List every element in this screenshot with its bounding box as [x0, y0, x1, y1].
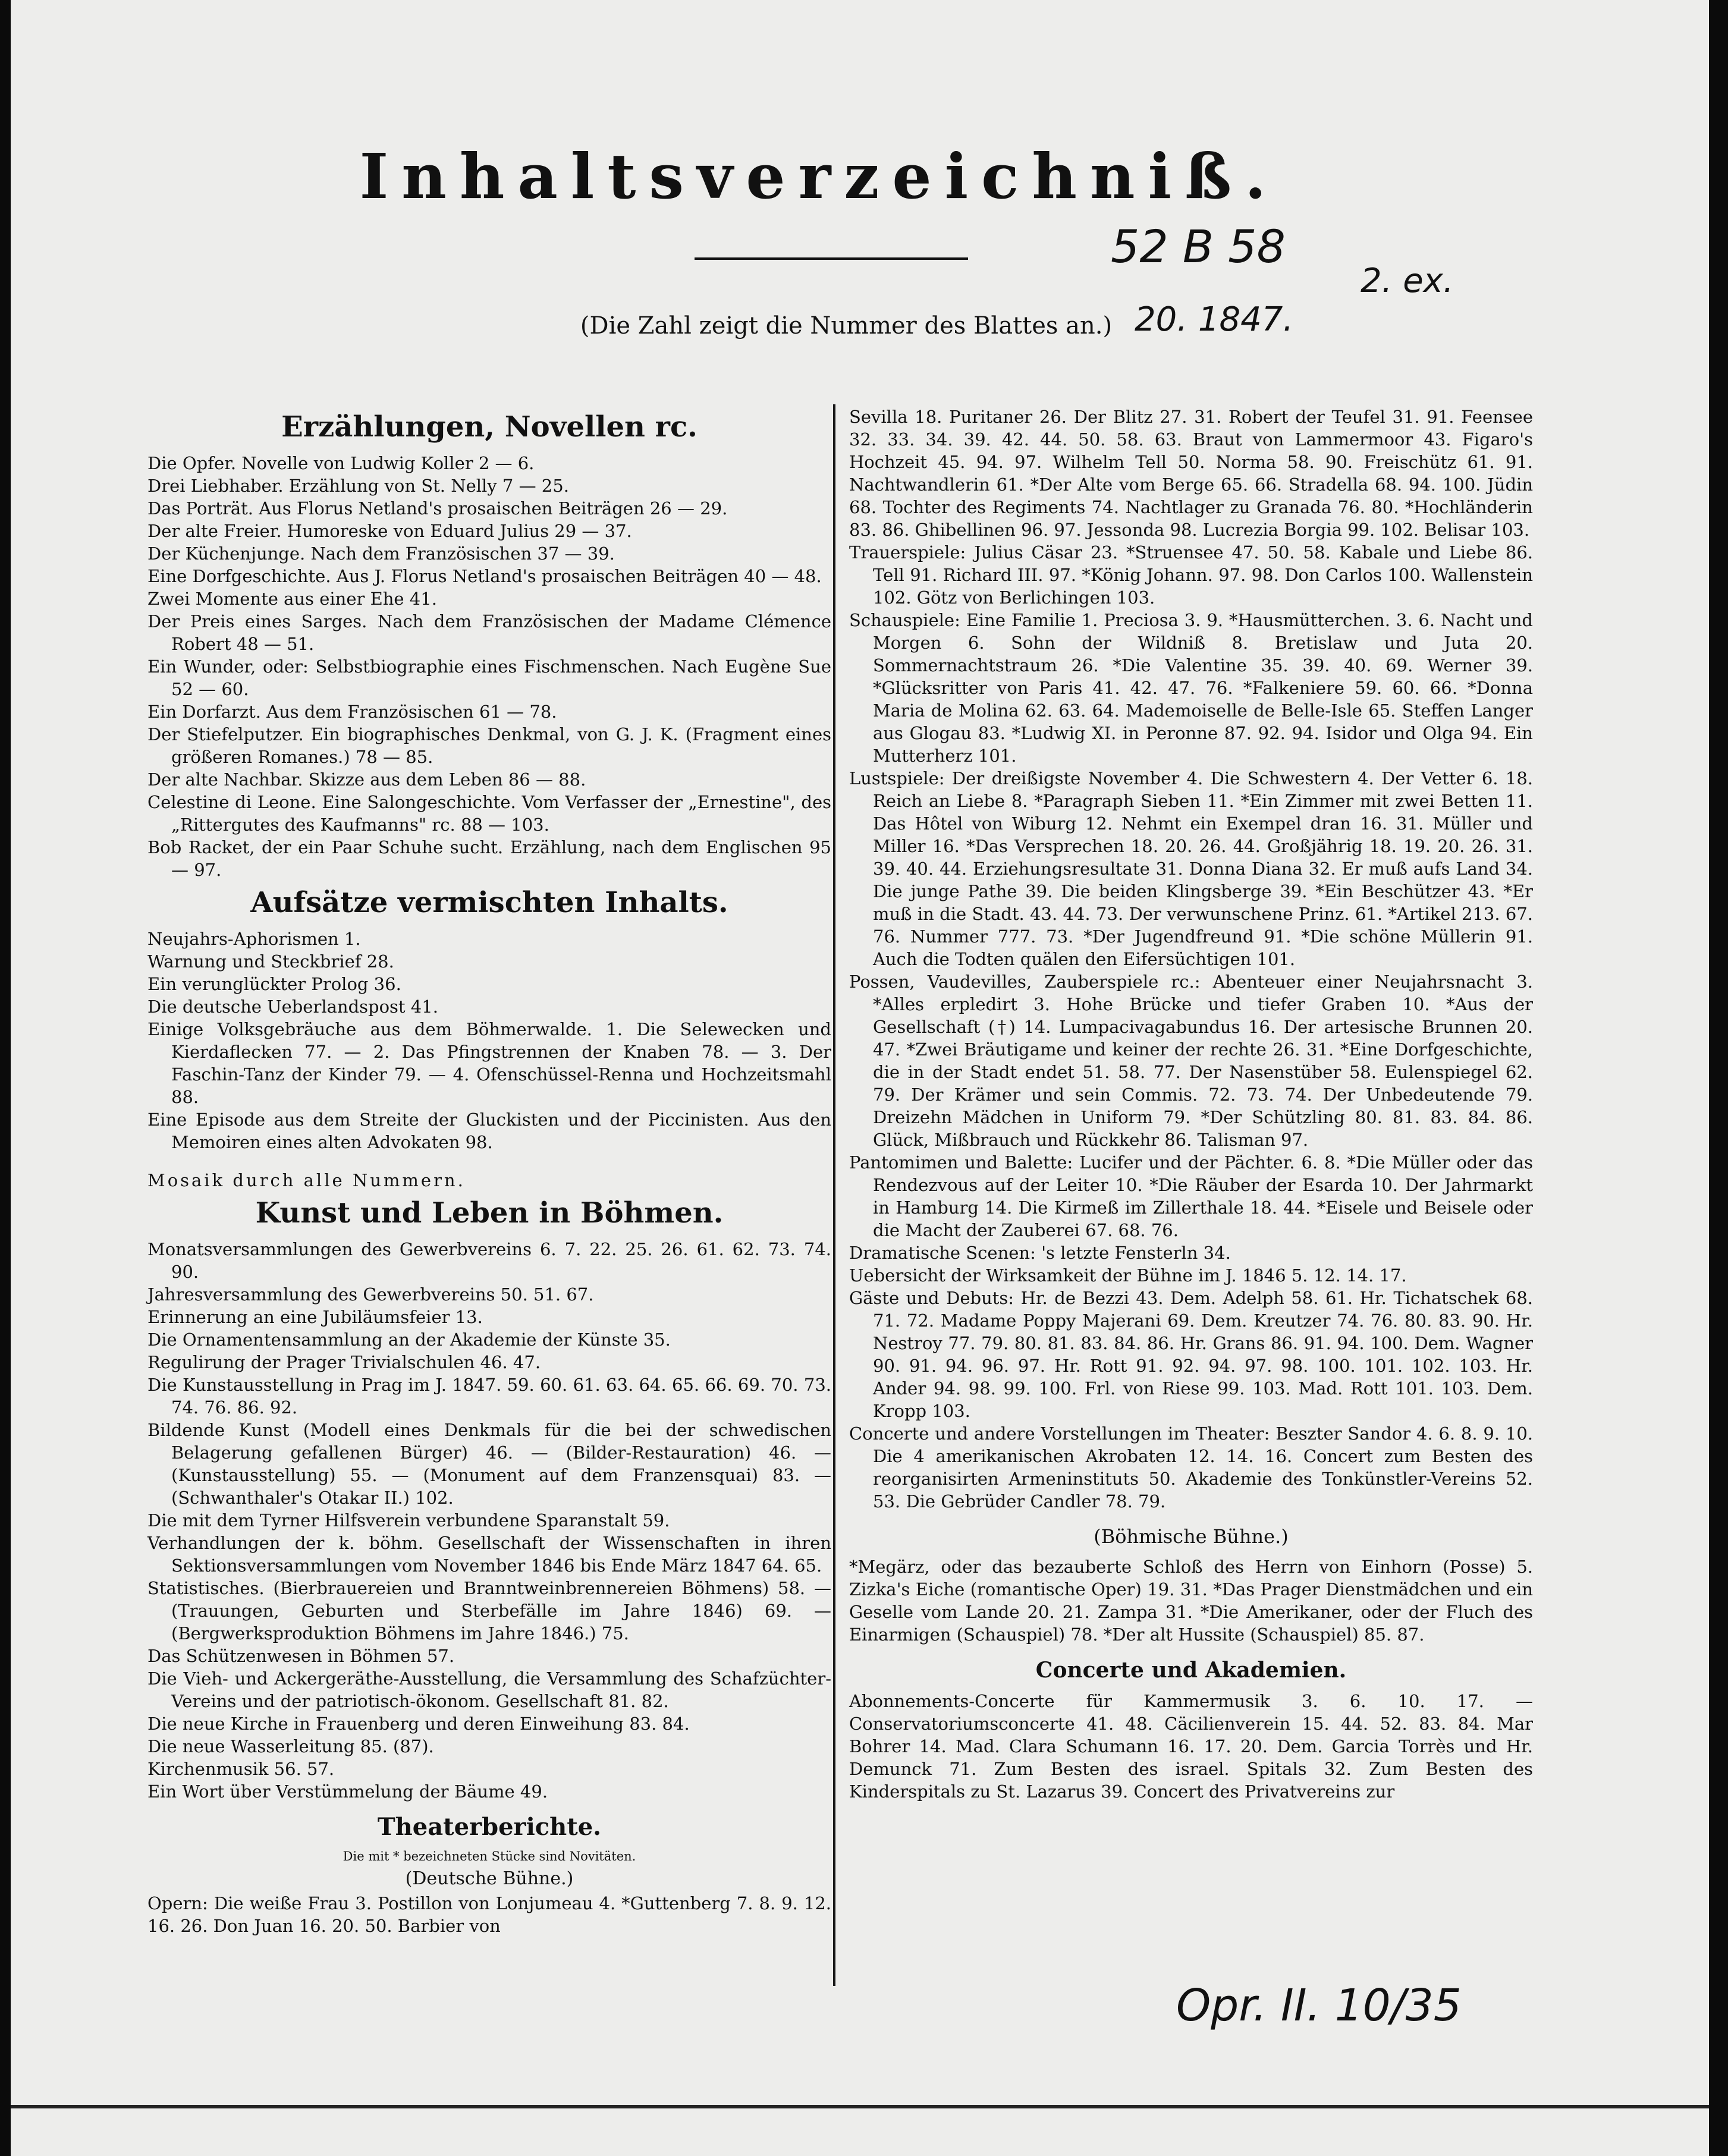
list-item: Drei Liebhaber. Erzählung von St. Nelly 7 — 25. — [147, 476, 569, 496]
list-item: Statistisches. (Bierbrauereien und Branntweinbrennereien Böhmens) 58. — (Trauungen, Geburten und Sterbefälle im Jahre 1846) 69. — (Bergwerksproduktion Böhmens im Jahre 1846.) 75. — [147, 1578, 831, 1643]
list-item: Ein Wunder, oder: Selbstbiographie eines Fischmenschen. Nach Eugène Sue 52 — 60. — [147, 656, 831, 699]
lustspiele-entry: Lustspiele: Der dreißigste November 4. Die Schwestern 4. Der Vetter 6. 18. Reich an Liebe 8. *Paragraph Sieben 11. *Ein Zimmer mit zwei Betten 11. Das Hôtel von Wiburg 12. Nehmt ein Exempel dran 16. 31. Müller und Miller 16. *Das Versprechen 18. 20. 26. 44. Großjährig 18. 19. 20. 26. 31. 39. 40. 44. Erziehungsresultate 31. Donna Diana 32. Er muß aufs Land 34. Die junge Pathe 39. Die beiden Klingsberge 39. *Ein Beschützer 43. *Er muß in die Stadt. 43. 44. 73. Der verwunschene Prinz. 61. *Artikel 213. 67. 76. Nummer 777. 73. *Der Jugendfreund 91. *Die schöne Müllerin 91. Auch die Todten quälen den Eifersüchtigen 101. — [849, 768, 1533, 969]
list-item: Einige Volksgebräuche aus dem Böhmerwalde. 1. Die Selewecken und Kierdaflecken 77. — 2. Das Pfingstrennen der Knaben 78. — 3. Der Faschin-Tanz der Kinder 79. — 4. Ofenschüssel-Renna und Hochzeitsmahl 88. — [147, 1019, 831, 1107]
handwritten-shelfmark: Opr. II. 10/35 — [1176, 1980, 1462, 2031]
list-item: Die neue Kirche in Frauenberg und deren Einweihung 83. 84. — [147, 1714, 690, 1734]
list-item: Das Schützenwesen in Böhmen 57. — [147, 1646, 455, 1666]
list-item: Der Stiefelputzer. Ein biographisches Denkmal, von G. J. K. (Fragment eines größeren Romanes.) 78 — 85. — [147, 724, 831, 767]
list-item: Die mit dem Tyrner Hilfsverein verbundene Sparanstalt 59. — [147, 1510, 670, 1530]
section-heading-aufsaetze: Aufsätze vermischten Inhalts. — [250, 886, 728, 919]
concerte-entry: Abonnements-Concerte für Kammermusik 3. 6. 10. 17. — Conservatoriumsconcerte 41. 48. Cäcilienverein 15. 44. 52. 83. 84. Mar Bohrer 14. Mad. Clara Schumann 16. 17. 20. Dem. Garcia Torrès und Hr. Demunck 71. Zum Besten des israel. Spitals 32. Zum Besten des Kinderspitals zu St. Lazarus 39. Concert des Privatvereins zur — [849, 1691, 1533, 1802]
handwritten-copy-note: 2. ex. — [1361, 262, 1454, 300]
list-item: Die deutsche Ueberlandspost 41. — [147, 997, 438, 1017]
possen-entry: Possen, Vaudevilles, Zauberspiele rc.: Abenteuer einer Neujahrsnacht 3. *Alles erpledirt 3. Hohe Brücke und tiefer Graben 10. *Aus der Gesellschaft (†) 14. Lumpacivagabundus 16. Der artesische Brunnen 20. 47. *Zwei Bräutigame und keiner der rechte 26. 31. *Eine Dorfgeschichte, die in der Stadt endet 51. 58. 77. Der Nasenstüber 58. Eulenspiegel 62. 79. Der Krämer und sein Commis. 72. 73. 74. Der Unbedeutende 79. Dreizehn Mädchen in Uniform 79. *Der Schützling 80. 81. 83. 84. 86. Glück, Mißbrauch und Rückkehr 86. Talisman 97. — [849, 972, 1533, 1150]
left-column — [147, 406, 831, 1937]
list-item: Die Ornamentensammlung an der Akademie der Künste 35. — [147, 1330, 671, 1350]
title-rule — [695, 257, 968, 260]
erzaehlungen-list — [147, 452, 831, 881]
uebersicht-entry: Uebersicht der Wirksamkeit der Bühne im J. 1846 5. 12. 14. 17. — [849, 1265, 1407, 1286]
list-item: Zwei Momente aus einer Ehe 41. — [147, 589, 437, 609]
section-heading-erzaehlungen: Erzählungen, Novellen rc. — [281, 410, 698, 444]
list-item: Der alte Nachbar. Skizze aus dem Leben 86 — 88. — [147, 769, 586, 790]
document-page — [11, 0, 1709, 2156]
list-item: Ein Dorfarzt. Aus dem Französischen 61 — 78. — [147, 702, 557, 722]
gaeste-entry: Gäste und Debuts: Hr. de Bezzi 43. Dem. Adelph 58. 61. Hr. Tichatschek 68. 71. 72. Madame Poppy Majerani 69. Dem. Kreutzer 74. 76. 80. 83. 90. Hr. Nestroy 77. 79. 80. 81. 83. 84. 86. Hr. Grans 86. 91. 94. 100. Dem. Wagner 90. 91. 94. 96. 97. Hr. Rott 91. 92. 94. 97. 98. 100. 101. 102. 103. Hr. Ander 94. 98. 99. 100. Frl. von Riese 99. 103. Mad. Rott 101. 103. Dem. Kropp 103. — [849, 1288, 1533, 1421]
list-item: Die neue Wasserleitung 85. (87). — [147, 1736, 434, 1756]
list-item: Die Vieh- und Ackergeräthe-Ausstellung, die Versammlung des Schafzüchter-Vereins und der patriotisch-ökonom. Gesellschaft 81. 82. — [147, 1668, 831, 1711]
trauerspiele-entry: Trauerspiele: Julius Cäsar 23. *Struensee 47. 50. 58. Kabale und Liebe 86. Tell 91. Richard III. 97. *König Johann. 97. 98. Don Carlos 100. Wallenstein 102. Götz von Berlichingen 103. — [849, 542, 1533, 608]
list-item: Ein Wort über Verstümmelung der Bäume 49. — [147, 1781, 548, 1802]
list-item: Regulirung der Prager Trivialschulen 46. 47. — [147, 1352, 541, 1372]
kunst-list — [147, 1238, 831, 1803]
boehmische-entry: *Megärz, oder das bezauberte Schloß des Herrn von Einhorn (Posse) 5. Zizka's Eiche (romantische Oper) 19. 31. *Das Prager Dienstmädchen und ein Geselle vom Lande 20. 21. Zampa 31. *Die Amerikaner, oder der Fluch des Einarmigen (Schauspiel) 78. *Der alt Hussite (Schauspiel) 85. 87. — [849, 1557, 1533, 1645]
opern-entry: Opern: Die weiße Frau 3. Postillon von Lonjumeau 4. *Guttenberg 7. 8. 9. 12. 16. 26. Don Juan 16. 20. 50. Barbier von — [147, 1893, 831, 1936]
list-item: Die Opfer. Novelle von Ludwig Koller 2 — 6. — [147, 453, 535, 473]
opern-continued: Sevilla 18. Puritaner 26. Der Blitz 27. 31. Robert der Teufel 31. 91. Feensee 32. 33. 34. 39. 42. 44. 50. 58. 63. Braut von Lammermoor 43. Figaro's Hochzeit 45. 94. 97. Wilhelm Tell 50. Norma 58. 90. Freischütz 61. 91. Nachtwandlerin 61. *Der Alte vom Berge 65. 66. Stradella 68. 94. 100. Jüdin 68. Tochter des Regiments 74. Nachtlager zu Granada 76. 80. *Hochländerin 83. 86. Ghibellinen 96. 97. Jessonda 98. Lucrezia Borgia 99. 102. Belisar 103. — [849, 407, 1533, 540]
section-heading-theater: Theaterberichte. — [377, 1813, 602, 1841]
novelty-note: Die mit * bezeichneten Stücke sind Novitäten. — [343, 1849, 636, 1863]
page-subtitle: (Die Zahl zeigt die Nummer des Blattes an.) — [580, 312, 1113, 340]
list-item: Jahresversammlung des Gewerbvereins 50. 51. 67. — [147, 1284, 594, 1305]
column-divider — [833, 404, 835, 1986]
list-item: Erinnerung an eine Jubiläumsfeier 13. — [147, 1307, 483, 1327]
list-item: Das Porträt. Aus Florus Netland's prosaischen Beiträgen 26 — 29. — [147, 498, 728, 518]
list-item: Verhandlungen der k. böhm. Gesellschaft der Wissenschaften in ihren Sektionsversammlungen vom November 1846 bis Ende März 1847 64. 65. — [147, 1533, 831, 1576]
list-item: Neujahrs-Aphorismen 1. — [147, 929, 361, 949]
list-item: Eine Dorfgeschichte. Aus J. Florus Netland's prosaischen Beiträgen 40 — 48. — [147, 566, 822, 586]
section-heading-kunst: Kunst und Leben in Böhmen. — [255, 1196, 724, 1230]
handwritten-signature: 52 B 58 — [1111, 220, 1286, 273]
list-item: Der Preis eines Sarges. Nach dem Französischen der Madame Clémence Robert 48 — 51. — [147, 611, 831, 654]
page-bottom-edge — [11, 2105, 1709, 2108]
list-item: Ein verunglückter Prolog 36. — [147, 974, 401, 994]
list-item: Celestine di Leone. Eine Salongeschichte. Vom Verfasser der „Ernestine", des „Rittergutes des Kaufmanns" rc. 88 — 103. — [147, 792, 831, 835]
handwritten-date: 20. 1847. — [1135, 300, 1294, 339]
list-item: Die Kunstausstellung in Prag im J. 1847. 59. 60. 61. 63. 64. 65. 66. 69. 70. 73. 74. 76. 86. 92. — [147, 1375, 831, 1418]
list-item: Eine Episode aus dem Streite der Gluckisten und der Piccinisten. Aus den Memoiren eines alten Advokaten 98. — [147, 1110, 831, 1152]
schauspiele-entry: Schauspiele: Eine Familie 1. Preciosa 3. 9. *Hausmütterchen. 3. 6. Nacht und Morgen 6. Sohn der Wildniß 8. Bretislaw und Juta 20. Sommernachtstraum 26. *Die Valentine 35. 39. 40. 69. Werner 39. *Glücksritter von Paris 41. 42. 47. 76. *Falkeniere 59. 60. 66. *Donna Maria de Molina 62. 63. 64. Mademoiselle de Belle-Isle 65. Steffen Langer aus Glogau 83. *Ludwig XI. in Peronne 87. 92. 94. Isidor und Olga 94. Ein Mutterherz 101. — [849, 610, 1533, 766]
dramatische-entry: Dramatische Scenen: 's letzte Fensterln 34. — [849, 1243, 1231, 1263]
right-column — [849, 406, 1533, 1803]
concerte-theater-entry: Concerte und andere Vorstellungen im Theater: Beszter Sandor 4. 6. 8. 9. 10. Die 4 amerikanischen Akrobaten 12. 14. 16. Concert zum Besten des reorganisirten Armeninstituts 50. Akademie des Tonkünstler-Vereins 52. 53. Die Gebrüder Candler 78. 79. — [849, 1423, 1533, 1511]
list-item: Bob Racket, der ein Paar Schuhe sucht. Erzählung, nach dem Englischen 95 — 97. — [147, 837, 831, 880]
list-item: Monatsversammlungen des Gewerbvereins 6. 7. 22. 25. 26. 61. 62. 73. 74. 90. — [147, 1239, 831, 1282]
list-item: Bildende Kunst (Modell eines Denkmals für die bei der schwedischen Belagerung gefallenen Bürger) 46. — (Bilder-Restauration) 46. — (Kunstausstellung) 55. — (Monument auf dem Franzensquai) 83. — (Schwanthaler's Otakar II.) 102. — [147, 1420, 831, 1508]
mosaik-entry: Mosaik durch alle Nummern. — [147, 1170, 466, 1190]
boehmische-buehne-heading: (Böhmische Bühne.) — [1094, 1525, 1289, 1548]
list-item: Kirchenmusik 56. 57. — [147, 1759, 335, 1779]
list-item: Warnung und Steckbrief 28. — [147, 951, 394, 972]
list-item: Der alte Freier. Humoreske von Eduard Julius 29 — 37. — [147, 521, 632, 541]
aufsaetze-list — [147, 928, 831, 1192]
page-title: Inhaltsverzeichniß. — [359, 140, 1280, 213]
pantomimen-entry: Pantomimen und Balette: Lucifer und der Pächter. 6. 8. *Die Müller oder das Rendezvous auf der Leiter 10. *Die Räuber der Esarda 10. Der Jahrmarkt in Hamburg 14. Die Kirmeß im Zillerthale 18. 44. *Eisele und Beisele oder die Macht der Zauberei 67. 68. 76. — [849, 1152, 1533, 1240]
deutsche-buehne-heading: (Deutsche Bühne.) — [405, 1868, 574, 1889]
list-item: Der Küchenjunge. Nach dem Französischen 37 — 39. — [147, 543, 615, 564]
concerte-heading: Concerte und Akademien. — [1035, 1658, 1347, 1683]
